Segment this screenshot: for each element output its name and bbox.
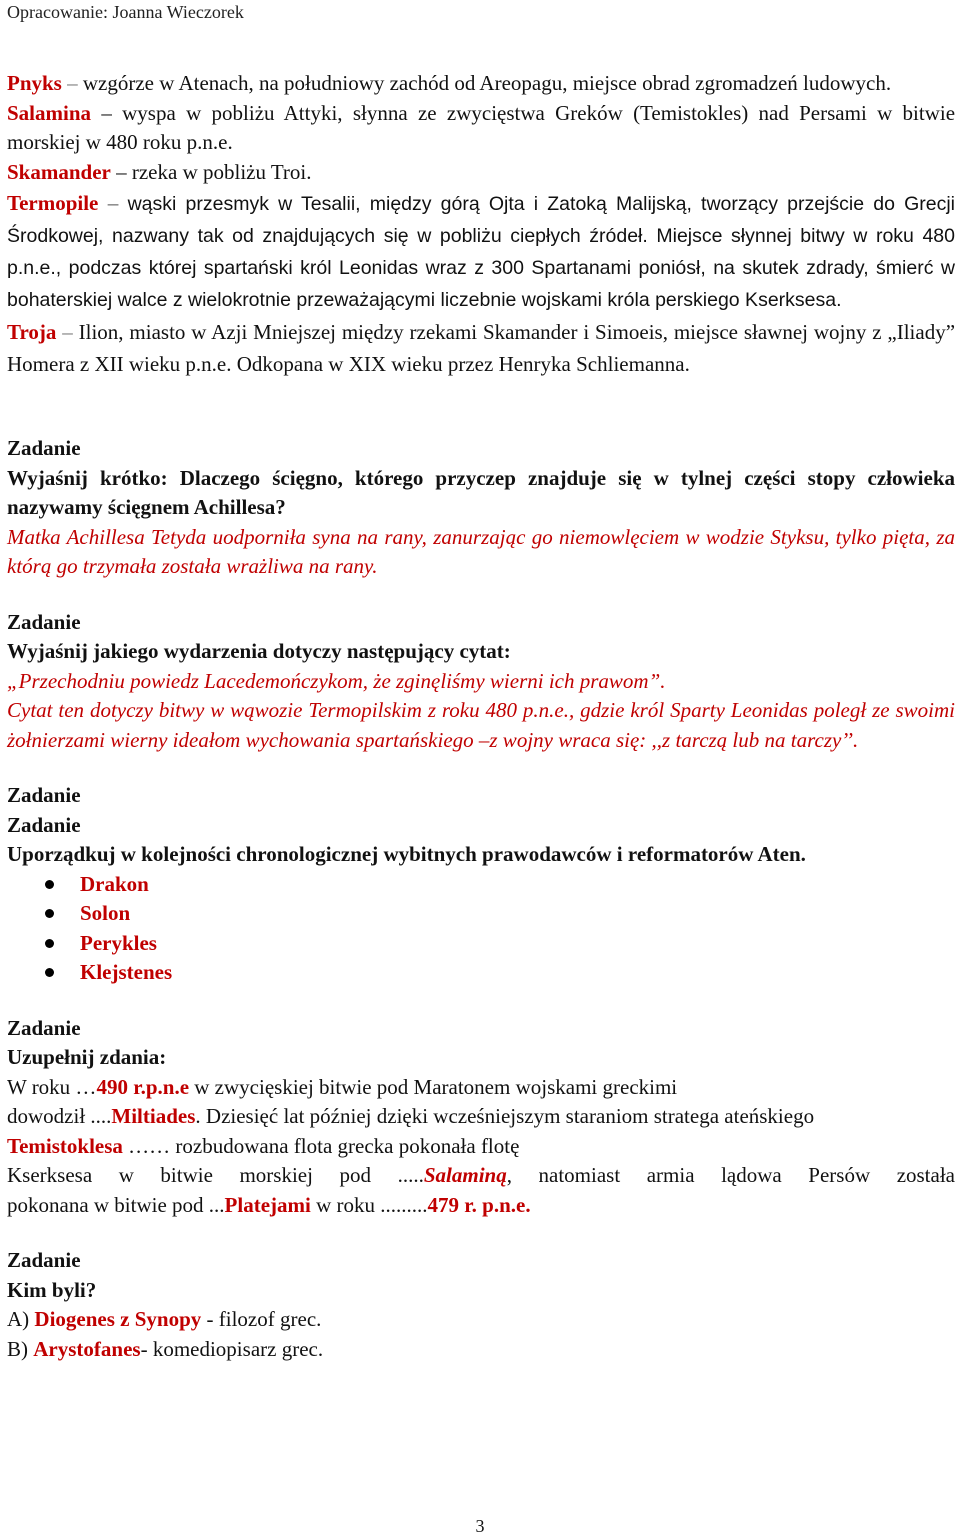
- task-label: Zadanie: [7, 436, 81, 460]
- task-2-quote: „Przechodniu powiedz Lacedemończykom, że zginęliśmy wierni ich prawom”.: [7, 668, 666, 693]
- task-label: Zadanie: [7, 1015, 81, 1040]
- definition-troja: Ilion, miasto w Azji Mniejszej między rzekami Skamander i Simoeis, miejsce sławnej wojny z „Iliady” Homera z XII wieku p.n.e. Odkopana w XIX wieku przez Henryka Schliemanna.: [7, 320, 956, 376]
- fill-line-5: pokonana w bitwie pod ...Platejami w roku .........479 r. p.n.e.: [7, 1192, 531, 1217]
- dash: –: [67, 71, 78, 95]
- answer-year: 490 r.p.n.e: [96, 1074, 190, 1099]
- bullet-icon: [45, 909, 54, 918]
- fill-line-1: W roku …490 r.p.n.e w zwycięskiej bitwie pod Maratonem wojskami greckimi: [7, 1074, 678, 1099]
- task-1-answer: Matka Achillesa Tetyda uodporniła syna na rany, zanurzając go niemowlęciem w wodzie Styksu, tylko pięta, za którą go trzymała została wrażliwa na rany.: [7, 524, 955, 578]
- glossary-skamander: [7, 158, 955, 188]
- definition-pnyks: wzgórze w Atenach, na południowy zachód od Areopagu, miejsce obrad zgromadzeń ludowych.: [82, 71, 892, 95]
- list-item: [7, 929, 955, 959]
- fill-line-4: Kserksesa w bitwie morskiej pod .....Salaminą, natomiast armia lądowa Persów została: [7, 1163, 955, 1187]
- term-termopile: Termopile: [7, 191, 99, 215]
- task-label: Zadanie: [7, 783, 81, 807]
- list-item-label: Drakon: [80, 871, 149, 896]
- document-content: [7, 69, 955, 1364]
- term-skamander: Skamander: [7, 159, 111, 184]
- dash: –: [107, 193, 119, 215]
- definition-termopile: wąski przesmyk w Tesalii, między górą Ojta i Zatoką Malijską, tworzący przejście do Grecji Środkowej, nazwany tak od znajdujących się w pobliżu ciepłych źródeł. Miejsce słynnej bitwy w roku 480 p.n.e., podczas której spartański król Leonidas wraz z 300 Spartanami poniósł, na skutek zdrady, śmierć w bohaterskiej walce z wielokrotnie przeważającymi liczebnie wojskami króla perskiego Kserksesa.: [7, 193, 956, 311]
- list-item-label: Perykles: [80, 930, 157, 955]
- task-3: [7, 781, 955, 988]
- list-item: [7, 899, 955, 929]
- fill-line-3: Temistoklesa …… rozbudowana flota grecka pokonała flotę: [7, 1133, 520, 1158]
- glossary-salamina: [7, 99, 955, 158]
- task-3-question: Uporządkuj w kolejności chronologicznej wybitnych prawodawców i reformatorów Aten.: [7, 842, 806, 866]
- definition-salamina: wyspa w pobliżu Attyki, słynna ze zwycięstwa Greków (Temistokles) nad Persami w bitwie morskiej w 480 roku p.n.e.: [7, 100, 956, 154]
- task-2-question: Wyjaśnij jakiego wydarzenia dotyczy następujący cytat:: [7, 639, 511, 663]
- answer-strategist: Temistoklesa: [7, 1133, 123, 1158]
- bullet-icon: [45, 880, 54, 889]
- dash: –: [101, 100, 112, 125]
- task-label: Zadanie: [7, 1248, 81, 1272]
- term-salamina: Salamina: [7, 100, 92, 125]
- answer-year-2: 479 r. p.n.e.: [427, 1192, 531, 1217]
- answer-a: A) Diogenes z Synopy - filozof grec.: [7, 1307, 322, 1331]
- answer-b: B) Arystofanes- komediopisarz grec.: [7, 1336, 324, 1361]
- list-item-label: Solon: [80, 901, 131, 925]
- name-a: Diogenes z Synopy: [34, 1307, 202, 1331]
- answer-commander: Miltiades: [111, 1104, 196, 1128]
- term-troja: Troja: [7, 320, 57, 344]
- answer-battle-land: Platejami: [224, 1192, 311, 1217]
- task-5: [7, 1246, 955, 1364]
- task-2: [7, 608, 955, 756]
- task-4: [7, 1014, 955, 1221]
- name-b: Arystofanes: [33, 1336, 141, 1361]
- lawgiver-list: [7, 870, 955, 988]
- page-header: Opracowanie: Joanna Wieczorek: [7, 2, 244, 22]
- list-item-label: Klejstenes: [80, 960, 173, 984]
- bullet-icon: [45, 968, 54, 977]
- task-label: Zadanie: [7, 609, 81, 634]
- task-label: Zadanie: [7, 812, 81, 837]
- list-item: [7, 958, 955, 988]
- dash: –: [62, 320, 73, 344]
- list-item: [7, 870, 955, 900]
- glossary-termopile: [7, 187, 955, 316]
- task-1-question: Wyjaśnij krótko: Dlaczego ścięgno, którego przyczep znajduje się w tylnej części stopy człowieka nazywamy ścięgnem Achillesa?: [7, 465, 955, 519]
- fill-line-2: dowodził ....Miltiades. Dziesięć lat później dzięki wcześniejszym staraniom stratega ateńskiego: [7, 1104, 815, 1128]
- task-2-answer: Cytat ten dotyczy bitwy w wąwozie Termopilskim z roku 480 p.n.e., gdzie król Sparty Leonidas poległ ze swoimi żołnierzami wierny ideałom wychowania spartańskiego –z wojny wraca się: ,,z tarczą lub na tarczy’’.: [7, 698, 955, 752]
- page-number: 3: [475, 1516, 485, 1536]
- dash: –: [116, 159, 127, 184]
- task-1: [7, 434, 955, 582]
- answer-battle: Salaminą: [423, 1163, 507, 1187]
- term-pnyks: Pnyks: [7, 71, 62, 95]
- glossary-troja: [7, 316, 955, 380]
- task-5-question: Kim byli?: [7, 1277, 97, 1302]
- bullet-icon: [45, 939, 54, 948]
- glossary-pnyks: [7, 69, 955, 99]
- task-4-question: Uzupełnij zdania:: [7, 1045, 167, 1069]
- definition-skamander: rzeka w pobliżu Troi.: [131, 159, 312, 184]
